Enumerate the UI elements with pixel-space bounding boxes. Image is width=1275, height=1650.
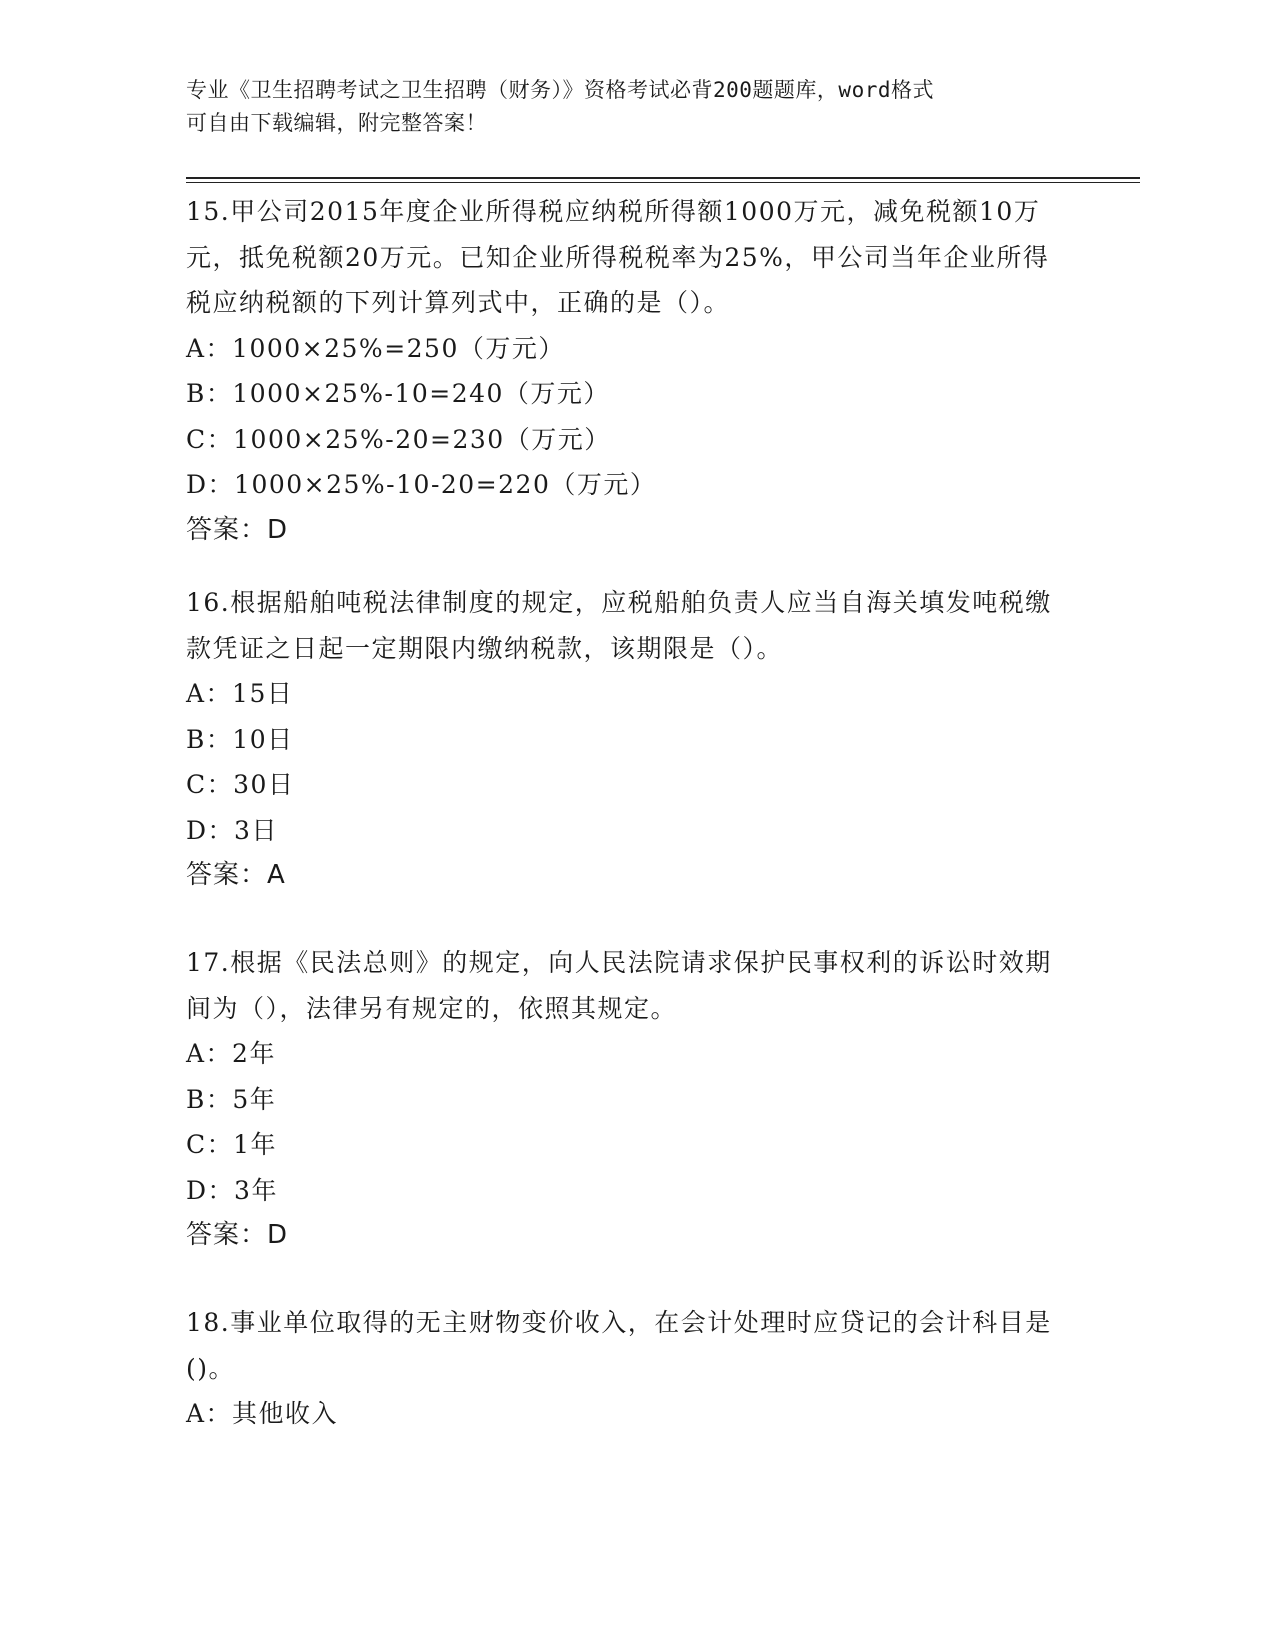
question-16 — [186, 580, 1066, 899]
option-a: A：2年 — [186, 1039, 276, 1068]
header-divider-thick — [186, 177, 1140, 179]
answer-label: 答案：D — [186, 514, 289, 545]
document-header — [186, 74, 1066, 140]
option-c: C：1年 — [186, 1130, 278, 1159]
option-a: A：1000×25%=250（万元） — [186, 333, 565, 363]
option-c: C：30日 — [186, 770, 295, 799]
question-stem: 16.根据船舶吨税法律制度的规定，应税船舶负责人应当自海关填发吨税缴款凭证之日起一定期限内缴纳税款，该期限是（）。 — [186, 588, 1052, 663]
answer-label: 答案：A — [186, 860, 286, 890]
header-divider-thin — [186, 182, 1140, 183]
option-a: A：15日 — [186, 679, 294, 708]
header-line-1: 专业《卫生招聘考试之卫生招聘（财务）》资格考试必背200题题库，word格式 — [186, 78, 934, 102]
question-stem: 15.甲公司2015年度企业所得税应纳税所得额1000万元，减免税额10万元，抵免税额20万元。已知企业所得税税率为25%，甲公司当年企业所得税应纳税额的下列计算列式中，正确的是（）。 — [186, 197, 1050, 317]
question-15 — [186, 189, 1066, 553]
option-b: B：1000×25%-10=240（万元） — [186, 379, 610, 408]
option-d: D：1000×25%-10-20=220（万元） — [186, 470, 657, 499]
option-a: A：其他收入 — [186, 1399, 339, 1428]
header-line-2: 可自由下载编辑，附完整答案！ — [186, 111, 487, 135]
option-c: C：1000×25%-20=230（万元） — [186, 424, 611, 454]
question-stem: 18.事业单位取得的无主财物变价收入，在会计处理时应贷记的会计科目是()。 — [186, 1308, 1052, 1383]
option-d: D：3日 — [186, 815, 278, 845]
answer-label: 答案：D — [186, 1220, 289, 1250]
option-b: B：5年 — [186, 1084, 277, 1114]
option-b: B：10日 — [186, 724, 294, 754]
question-18 — [186, 1300, 1066, 1437]
question-stem: 17.根据《民法总则》的规定，向人民法院请求保护民事权利的诉讼时效期间为（），法律另有规定的，依照其规定。 — [186, 948, 1052, 1023]
question-17 — [186, 940, 1066, 1259]
option-d: D：3年 — [186, 1175, 278, 1205]
